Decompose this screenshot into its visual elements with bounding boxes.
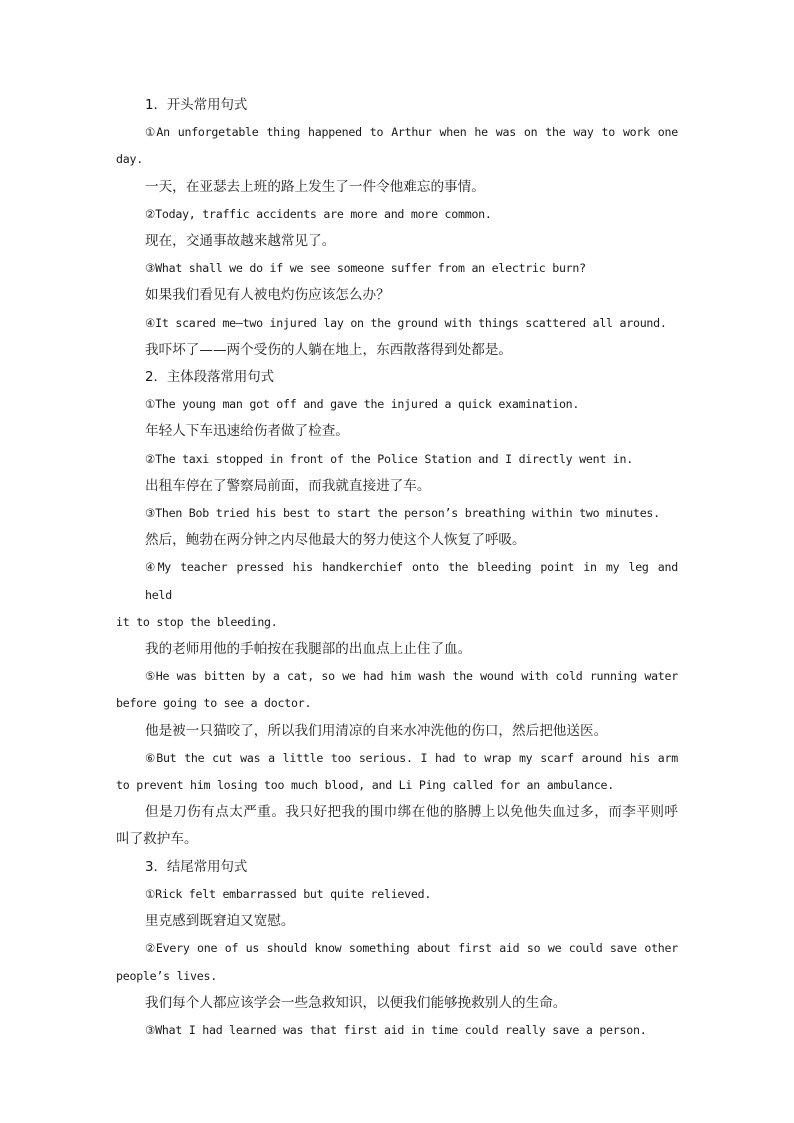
- chinese-translation: 我的老师用他的手帕按在我腿部的出血点上止住了血。: [145, 641, 472, 658]
- english-sentence: ①An unforgetable thing happened to Arthur when he was on the way to work one: [145, 125, 678, 140]
- chinese-translation: 出租车停在了警察局前面，而我就直接进了车。: [145, 477, 431, 494]
- english-sentence: before going to see a doctor.: [116, 696, 312, 711]
- chinese-translation: 年轻人下车迅速给伤者做了检查。: [145, 423, 349, 440]
- chinese-translation: 然后，鲍勃在两分钟之内尽他最大的努力使这个人恢复了呼吸。: [145, 532, 526, 549]
- chinese-translation: 但是刀伤有点太严重。我只好把我的围巾绑在他的胳膊上以免他失血过多，而李平则呼: [145, 804, 678, 821]
- english-sentence: it to stop the bleeding.: [116, 614, 278, 629]
- english-sentence: ⑤He was bitten by a cat, so we had him wash the wound with cold running water: [145, 669, 678, 684]
- english-sentence: ②Today, traffic accidents are more and more common.: [145, 206, 492, 221]
- english-sentence: day.: [116, 152, 143, 167]
- chinese-translation: 他是被一只猫咬了，所以我们用清凉的自来水冲洗他的伤口，然后把他送医。: [145, 722, 608, 739]
- chinese-translation: 叫了救护车。: [116, 831, 198, 848]
- english-sentence: ⑥But the cut was a little too serious. I had to wrap my scarf around his arm: [145, 750, 678, 765]
- chinese-translation: 我吓坏了——两个受伤的人躺在地上，东西散落得到处都是。: [145, 341, 513, 358]
- english-sentence: ②The taxi stopped in front of the Police Station and I directly went in.: [145, 451, 633, 466]
- chinese-translation: 一天，在亚瑟去上班的路上发生了一件令他难忘的事情。: [145, 178, 485, 195]
- chinese-translation: 我们每个人都应该学会一些急救知识，以便我们能够挽救别人的生命。: [145, 994, 567, 1011]
- section-heading: 1．开头常用句式: [145, 98, 248, 113]
- chinese-translation: 现在，交通事故越来越常见了。: [145, 233, 336, 250]
- chinese-translation: 里克感到既窘迫又宽慰。: [145, 913, 295, 930]
- section-heading: 3．结尾常用句式: [145, 859, 248, 875]
- english-sentence: ①Rick felt embarrassed but quite relieved.: [145, 886, 432, 901]
- english-sentence: ②Every one of us should know something about first aid so we could save other: [145, 941, 678, 956]
- english-sentence: ④It scared me—two injured lay on the ground with things scattered all around.: [145, 315, 667, 330]
- document-body: [116, 92, 678, 1044]
- chinese-translation: 如果我们看见有人被电灼伤应该怎么办？: [145, 287, 390, 304]
- english-sentence: ④My teacher pressed his handkerchief onto the bleeding point in my leg and held: [145, 560, 678, 602]
- section-heading: 2．主体段落常用句式: [145, 370, 275, 386]
- english-sentence: ③Then Bob tried his best to start the person’s breathing within two minutes.: [145, 506, 660, 521]
- english-sentence: ①The young man got off and gave the injured a quick examination.: [145, 397, 580, 412]
- english-sentence: to prevent him losing too much blood, and Li Ping called for an ambulance.: [116, 778, 615, 793]
- english-sentence: ③What shall we do if we see someone suffer from an electric burn?: [145, 261, 586, 276]
- english-sentence: people’s lives.: [116, 968, 217, 983]
- english-sentence: ③What I had learned was that first aid in time could really save a person.: [145, 1022, 647, 1037]
